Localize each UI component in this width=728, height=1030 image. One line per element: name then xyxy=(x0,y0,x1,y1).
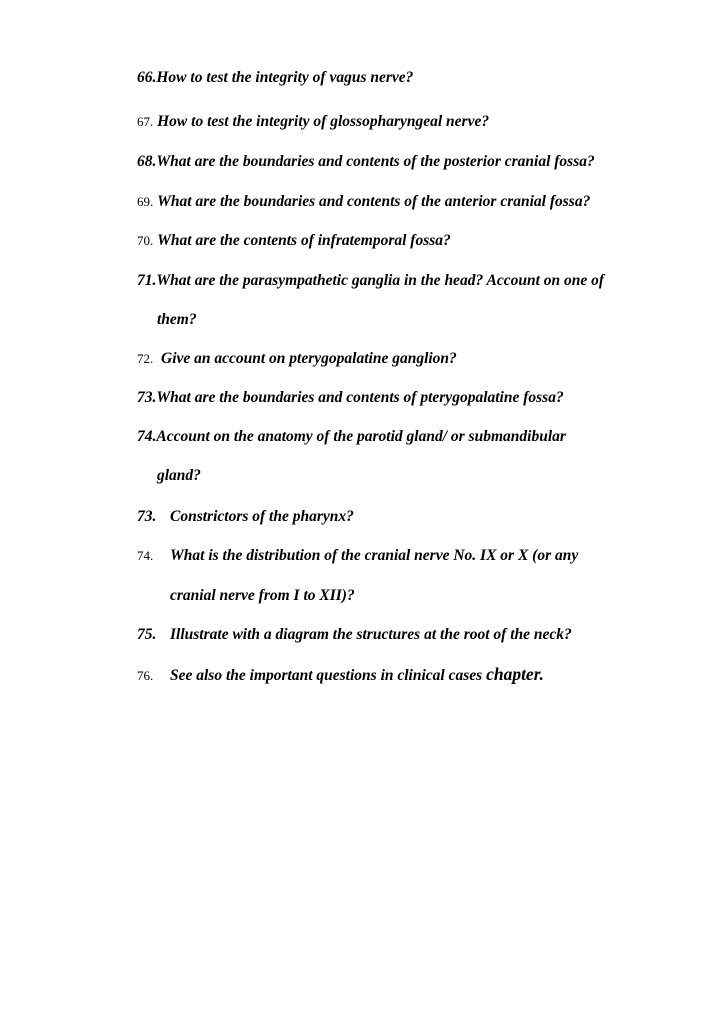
question-number: 69. xyxy=(137,194,154,209)
question-67 xyxy=(137,112,489,132)
question-number: 72. xyxy=(137,351,154,366)
question-70 xyxy=(137,231,451,251)
question-text: Account on the anatomy of the parotid gland/ or submandibular xyxy=(156,428,566,445)
question-text: How to test the integrity of vagus nerve? xyxy=(156,69,414,86)
question-number: 70. xyxy=(137,233,154,248)
question-74-a-continuation: gland? xyxy=(157,467,201,484)
question-text: What are the contents of infratemporal fossa? xyxy=(157,232,451,249)
question-emphasis: chapter. xyxy=(486,664,544,684)
question-text: Illustrate with a diagram the structures at the root of the neck? xyxy=(170,626,572,643)
question-text: Give an account on pterygopalatine ganglion? xyxy=(161,350,457,367)
question-66 xyxy=(137,68,413,88)
question-number: 75. xyxy=(137,626,157,643)
question-text: How to test the integrity of glossopharyngeal nerve? xyxy=(157,113,490,130)
question-text: Constrictors of the pharynx? xyxy=(170,508,354,525)
question-74-b xyxy=(137,546,578,566)
question-74-a xyxy=(137,427,566,447)
question-number: 68. xyxy=(137,153,157,170)
question-75 xyxy=(137,625,572,645)
question-71-continuation: them? xyxy=(157,311,197,328)
question-69 xyxy=(137,192,590,212)
question-text: What are the boundaries and contents of the anterior cranial fossa? xyxy=(157,193,591,210)
question-number: 74. xyxy=(137,428,157,445)
question-76 xyxy=(137,664,544,686)
question-73-a xyxy=(137,388,564,408)
question-number: 66. xyxy=(137,69,157,86)
question-text: What are the boundaries and contents of the posterior cranial fossa? xyxy=(156,153,595,170)
question-number: 67. xyxy=(137,114,154,129)
question-72 xyxy=(137,349,457,369)
question-text: What are the parasympathetic ganglia in the head? Account on one of xyxy=(156,272,605,289)
question-number: 71. xyxy=(137,272,157,289)
question-68 xyxy=(137,152,595,172)
question-text: What are the boundaries and contents of pterygopalatine fossa? xyxy=(156,389,564,406)
question-number: 73. xyxy=(137,389,157,406)
question-text: See also the important questions in clinical cases xyxy=(170,667,487,684)
question-number: 76. xyxy=(137,668,154,683)
question-73-b xyxy=(137,507,354,527)
question-text: What is the distribution of the cranial nerve No. IX or X (or any xyxy=(170,547,579,564)
question-74-b-continuation: cranial nerve from I to XII)? xyxy=(170,587,355,604)
question-number: 74. xyxy=(137,548,154,563)
question-number: 73. xyxy=(137,508,157,525)
question-71 xyxy=(137,271,604,291)
